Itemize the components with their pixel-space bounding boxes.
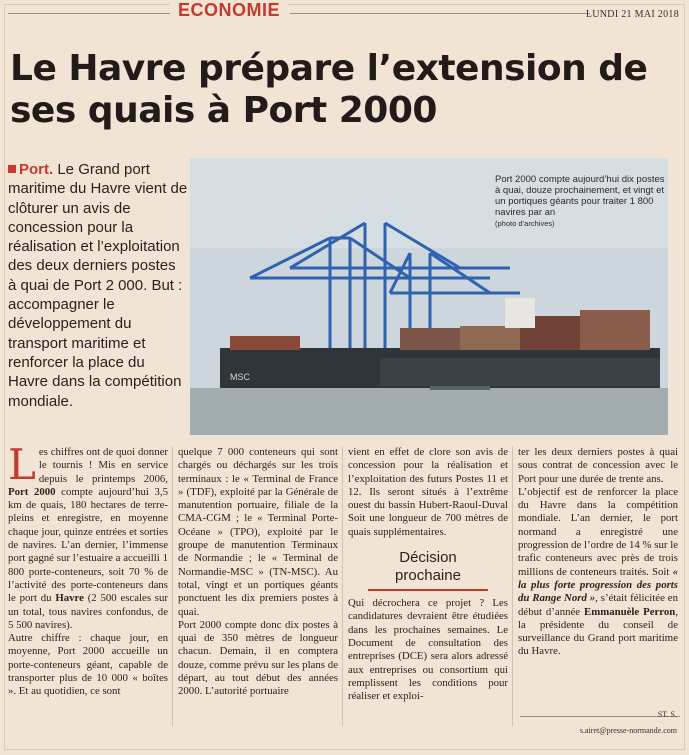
signature-rule xyxy=(520,716,680,717)
drop-cap: L xyxy=(8,440,36,489)
port-photo xyxy=(190,158,668,435)
author-email: s.airet@presse-normande.com xyxy=(579,726,677,735)
column-divider-3 xyxy=(512,446,513,726)
col3-paragraph-1: vient en effet de clore son avis de concession pour la réalisation et l’exploitation des futurs Postes 11 et 12. Ils seront situés à l’extrême ouest du bassin Hubert-Raoul-Duval Soit une longueur de 700 mètres de quais supplémentaires. xyxy=(348,446,508,538)
column-4 xyxy=(518,446,678,659)
caption-text: Port 2000 compte aujourd’hui dix postes à quai, douze prochainement, et vingt et un portiques géants pour traiter 1 800 navires par an xyxy=(495,174,665,218)
col1-bold-havre: Havre xyxy=(55,592,84,605)
col4-quote: « la plus forte progression des ports du Range Nord » xyxy=(518,565,678,605)
svg-text:MSC: MSC xyxy=(230,372,250,382)
col2-paragraph-1: quelque 7 000 conteneurs qui sont chargés ou déchargés sur les trois terminaux : le « Terminal de France » (TDF), exploité par la Générale de manutention portuaire, filiale de la CMA-CGM ; le « Terminal Porte-Océane » (TPO), exploité par le groupe de manutention Terminaux de Normandie ; le « Terminal de Normandie-MSC » (TN-MSC). Au total, vingt et un portiques géants ponctuent les dix premiers postes à quai. xyxy=(178,446,338,618)
subhead xyxy=(348,549,508,591)
col3-paragraph-2: Qui décrochera ce projet ? Les candidatures devraient être étudiées dans les prochaines semaines. Le Document de consultation des entreprises (DCE) sera alors adressé aux entreprises ou consortium qui remplissent les conditions pour réaliser et exploi- xyxy=(348,597,508,703)
water xyxy=(190,388,668,435)
col1-bold-port2000: Port 2000 xyxy=(8,485,56,498)
section-header xyxy=(0,0,689,22)
subhead-line-1: Décision xyxy=(399,549,457,567)
col4-paragraph-1: ter les deux derniers postes à quai sous contrat de concession avec le Port pour une durée de trente ans. xyxy=(518,446,678,485)
col1-text-c: compte aujourd’hui 3,5 km de quais, 180 hectares de terre-pleins et enregistre, en moyenne chaque jour, quinze entrées et sorties de navires. L’an dernier, l’immense port gagné sur l’estuaire a accueilli 1 800 porte-conteneurs, soit 70 % de l’activité des porte-conteneurs dans le port du xyxy=(8,485,168,605)
section-rule-right xyxy=(290,13,590,14)
col1-text-e: (2 500 escales sur un total, tous navires confondus, de 5 500 navires). xyxy=(8,592,168,631)
col1-text-a: es chiffres ont de quoi donner le tournis ! Mis en service depuis le printemps 2006, xyxy=(38,446,168,485)
author-initials: ST. S. xyxy=(657,710,677,719)
col1-paragraph-2: Autre chiffre : chaque jour, en moyenne, Port 2000 accueille un porte-conteneurs géant, capable de transporter plus de 10 000 « boîtes ». Et au quotidien, ce sont xyxy=(8,632,168,698)
col4-text-e: , la présidente du conseil de surveillance du Grand port maritime du Havre. xyxy=(518,605,679,658)
photo-credit: (photo d’archives) xyxy=(495,219,555,228)
col2-paragraph-2: Port 2000 compte donc dix postes à quai de 350 mètres de longueur chacun. Demain, il en comptera douze, comme prévu sur les plans de départ, au tout début des années 2000. L’autorité portuaire xyxy=(178,618,338,698)
issue-date: LUNDI 21 MAI 2018 xyxy=(585,9,679,20)
lead-kicker: Port. xyxy=(19,161,54,178)
headline: Le Havre prépare l’extension de ses quais à Port 2000 xyxy=(10,48,648,131)
photo-caption xyxy=(495,174,665,229)
lead-text: Le Grand port maritime du Havre vient de clôturer un avis de concession pour la réalisation et l’exploitation des deux derniers postes à quai de Port 2 000. But : accompagner le développement du transport maritime et renforcer la place du Havre dans la compétition mondiale. xyxy=(8,161,188,410)
bullet-square-icon xyxy=(8,165,16,173)
col4-text-c: , s’était félicitée en début d’année xyxy=(518,592,678,618)
column-2 xyxy=(178,446,338,699)
column-divider-2 xyxy=(342,446,343,726)
col4-bold-name: Emmanuèle Perron xyxy=(584,605,676,618)
lead-paragraph xyxy=(8,160,188,411)
column-divider-1 xyxy=(172,446,173,726)
col4-text-a: L’objectif est de renforcer la place du Havre dans la compétition mondiale. L’an dernier, le port normand a enregistré une progression de l’ordre de 14 % sur le trafic conteneurs avec près de trois millions de conteneurs traités. Soit xyxy=(518,485,678,578)
column-1 xyxy=(8,440,168,699)
column-3 xyxy=(348,446,508,703)
subhead-line-2: prochaine xyxy=(395,567,461,585)
section-label: ECONOMIE xyxy=(170,0,288,21)
section-rule-left xyxy=(8,13,173,14)
